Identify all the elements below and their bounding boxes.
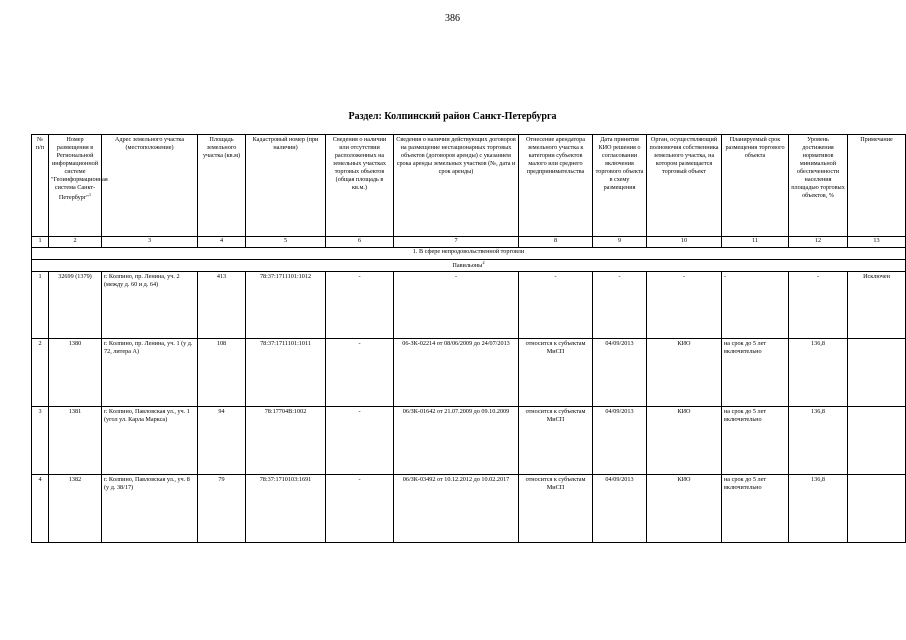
placement-term: на срок до 5 лет включительно — [722, 339, 789, 407]
table-row — [32, 407, 906, 475]
approval-date: - — [593, 271, 647, 339]
table-row — [32, 475, 906, 543]
row-number: 3 — [32, 407, 49, 475]
row-number: 1 — [32, 271, 49, 339]
authority: КИО — [647, 407, 722, 475]
header-cell: Площадь земельного участка (кв.м) — [198, 135, 246, 237]
column-number: 2 — [49, 237, 102, 248]
column-number: 1 — [32, 237, 49, 248]
gis-number: 1382 — [49, 475, 102, 543]
header-cell: Примечание — [848, 135, 906, 237]
contracts-info: - — [394, 271, 519, 339]
column-number: 5 — [246, 237, 326, 248]
area: 108 — [198, 339, 246, 407]
group-heading-row — [32, 248, 906, 260]
header-cell: Уровень достижения нормативов минимальной обеспеченности населения площадью торговых объектов, % — [789, 135, 848, 237]
register-table — [31, 134, 906, 543]
gis-number: 1381 — [49, 407, 102, 475]
cadastral-number: 78:37:1710103:1691 — [246, 475, 326, 543]
objects-info: - — [326, 271, 394, 339]
note — [848, 339, 906, 407]
sme-status: относится к субъектам МиСП — [519, 339, 593, 407]
subgroup-footnote-marker: 2 — [482, 259, 485, 265]
table-row — [32, 271, 906, 339]
table-row — [32, 339, 906, 407]
header-cell: Орган, осуществляющий полномочия собственника земельного участка, на котором размещается торговый объект — [647, 135, 722, 237]
authority: КИО — [647, 475, 722, 543]
placement-term: на срок до 5 лет включительно — [722, 475, 789, 543]
area: 79 — [198, 475, 246, 543]
provision-level: 136,8 — [789, 339, 848, 407]
subgroup-heading-row — [32, 259, 906, 271]
column-number: 6 — [326, 237, 394, 248]
sme-status: - — [519, 271, 593, 339]
note: Исключен — [848, 271, 906, 339]
address: г. Колпино, пр. Ленина, уч. 1 (у д. 72, литера А) — [102, 339, 198, 407]
page-number: 386 — [445, 13, 460, 24]
objects-info: - — [326, 339, 394, 407]
row-number: 4 — [32, 475, 49, 543]
cadastral-number: 78:37:1711101:1011 — [246, 339, 326, 407]
address: г. Колпино, пр. Ленина, уч. 2 (между д. 60 и д. 64) — [102, 271, 198, 339]
header-cell: Номер размещения в Региональной информационной системе "Геоинформационная система Санкт-Петербург"$^1$ — [49, 135, 102, 237]
contracts-info: 06/ЗК-01642 от 21.07.2009 до 09.10.2009 — [394, 407, 519, 475]
placement-term: - — [722, 271, 789, 339]
objects-info: - — [326, 475, 394, 543]
address: г. Колпино, Павловская ул., уч. 1 (угол ул. Карла Маркса) — [102, 407, 198, 475]
gis-number: 32699 (1379) — [49, 271, 102, 339]
approval-date: 04/09/2013 — [593, 475, 647, 543]
column-number: 4 — [198, 237, 246, 248]
cadastral-number: 78:17704В:1002 — [246, 407, 326, 475]
column-number: 12 — [789, 237, 848, 248]
column-number: 7 — [394, 237, 519, 248]
header-cell: Сведения о наличии или отсутствии расположенных на земельных участках торговых объектов (общая площадь в кв.м.) — [326, 135, 394, 237]
approval-date: 04/09/2013 — [593, 339, 647, 407]
header-cell: Отнесение арендатора земельного участка к категории субъектов малого или среднего предпринимательства — [519, 135, 593, 237]
subgroup-heading: Павильоны$^2$ — [32, 259, 906, 271]
contracts-info: 06-ЗК-02214 от 08/06/2009 до 24/07/2013 — [394, 339, 519, 407]
address: г. Колпино, Павловская ул., уч. 8 (у д. 38/17) — [102, 475, 198, 543]
column-number-row — [32, 237, 906, 248]
group-heading: 1. В сфере непродовольственной торговли — [32, 248, 906, 260]
column-number: 13 — [848, 237, 906, 248]
approval-date: 04/09/2013 — [593, 407, 647, 475]
section-title: Раздел: Колпинский район Санкт-Петербурга — [348, 111, 557, 122]
authority: КИО — [647, 339, 722, 407]
gis-number: 1380 — [49, 339, 102, 407]
sme-status: относится к субъектам МиСП — [519, 475, 593, 543]
header-row — [32, 135, 906, 237]
placement-term: на срок до 5 лет включительно — [722, 407, 789, 475]
column-number: 8 — [519, 237, 593, 248]
authority: - — [647, 271, 722, 339]
header-cell: Планируемый срок размещения торгового объекта — [722, 135, 789, 237]
provision-level: 136,8 — [789, 407, 848, 475]
area: 94 — [198, 407, 246, 475]
column-number: 11 — [722, 237, 789, 248]
provision-level: 136,8 — [789, 475, 848, 543]
header-cell: № п/п — [32, 135, 49, 237]
column-number: 3 — [102, 237, 198, 248]
header-cell: Адрес земельного участка (местоположение) — [102, 135, 198, 237]
column-number: 10 — [647, 237, 722, 248]
note — [848, 475, 906, 543]
row-number: 2 — [32, 339, 49, 407]
header-cell: Кадастровый номер (при наличии) — [246, 135, 326, 237]
objects-info: - — [326, 407, 394, 475]
sme-status: относится к субъектам МиСП — [519, 407, 593, 475]
column-number: 9 — [593, 237, 647, 248]
footnote-marker: 1 — [88, 191, 92, 197]
area: 413 — [198, 271, 246, 339]
note — [848, 407, 906, 475]
provision-level: - — [789, 271, 848, 339]
contracts-info: 06/ЗК-03492 от 10.12.2012 до 10.02.2017 — [394, 475, 519, 543]
header-cell: Дата принятия КИО решения о согласовании включения торгового объекта в схему размещения — [593, 135, 647, 237]
cadastral-number: 78:37:1711101:1012 — [246, 271, 326, 339]
header-cell: Сведения о наличии действующих договоров на размещение нестационарных торговых объектов (договоров аренды) с указанием срока аренды земельных участков (№, дата и срок аренды) — [394, 135, 519, 237]
